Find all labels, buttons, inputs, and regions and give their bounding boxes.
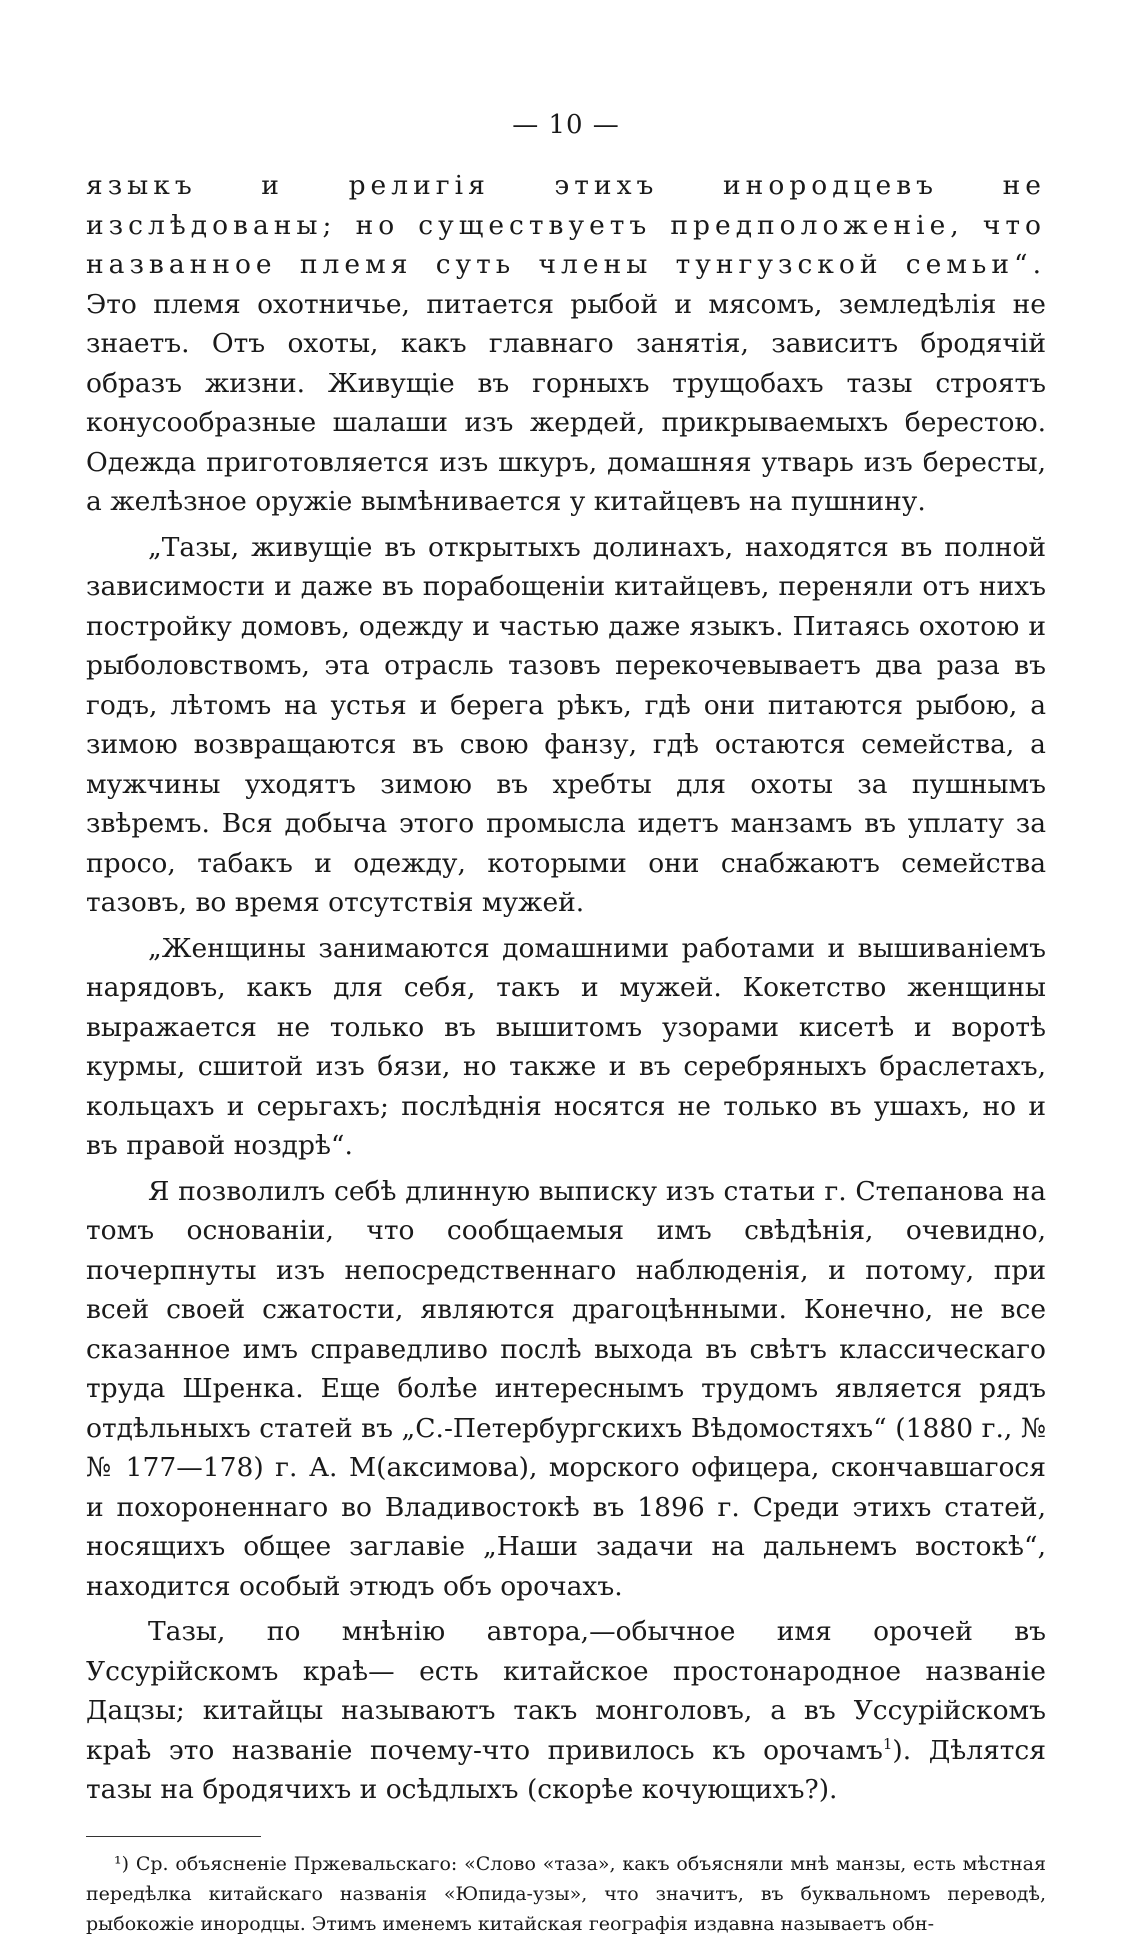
footnote-text: Ср. объясненіе Пржевальскаго: «Слово «таза», какъ объясняли мнѣ манзы, есть мѣстная передѣлка китайскаго названія «Юпида-узы», что значитъ, въ буквальномъ переводѣ, рыбокожіе инородцы. Этимъ именемъ китайская географія издавна называетъ обн- — [86, 1852, 1046, 1935]
paragraph-2: „Тазы, живущіе въ открытыхъ долинахъ, находятся въ полной зависимости и даже въ порабощеніи китайцевъ, переняли отъ нихъ постройку домовъ, одежду и частью даже языкъ. Питаясь охотою и рыболовствомъ, эта отрасль тазовъ перекочевываетъ два раза въ годъ, лѣтомъ на устья и берега рѣкъ, гдѣ они питаются рыбою, а зимою возвращаются въ свою фанзу, гдѣ остаются семейства, а мужчины уходятъ зимою въ хребты для охоты за пушнымъ звѣремъ. Вся добыча этого промысла идетъ манзамъ въ уплату за просо, табакъ и одежду, которыми они снабжаютъ семейства тазовъ, во время отсутствія мужей. — [86, 531, 1046, 918]
footnote-divider — [86, 1836, 261, 1837]
book-page — [86, 110, 1046, 1939]
paragraph-3: „Женщины занимаются домашними работами и вышиваніемъ нарядовъ, какъ для себя, такъ и мужей. Кокетство женщины выражается не только въ вышитомъ узорами кисетѣ и воротѣ курмы, сшитой изъ бязи, но также и въ серебряныхъ браслетахъ, кольцахъ и серьгахъ; послѣднія носятся не только въ ушахъ, но и въ правой ноздрѣ“. — [86, 932, 1046, 1161]
paragraph-text-continued: ). Дѣлятся тазы на бродячихъ и осѣдлыхъ (скорѣе кочующихъ?). — [86, 1734, 1046, 1805]
footnote — [86, 1849, 1046, 1939]
body-text — [86, 166, 1046, 1810]
spaced-emphasis: языкъ и религія этихъ инородцевъ не изслѣдованы; но существуетъ предположеніе, что названное племя суть члены тунгузской семьи“. — [86, 170, 1046, 280]
page-number: — 10 — — [512, 110, 620, 140]
footnote-marker: ¹) — [114, 1852, 130, 1875]
paragraph-1 — [86, 166, 1046, 522]
paragraph-5 — [86, 1612, 1046, 1810]
footnote-reference: 1 — [882, 1734, 893, 1753]
paragraph-text: Тазы, по мнѣнію автора,—обычное имя орочей въ Уссурійскомъ краѣ— есть китайское простонародное названіе Дацзы; китайцы называютъ такъ монголовъ, а въ Уссурійскомъ краѣ это названіе почему-что привилось къ орочамъ — [86, 1616, 1046, 1766]
paragraph-text: Это племя охотничье, питается рыбой и мясомъ, земледѣлія не знаетъ. Отъ охоты, какъ главнаго занятія, зависитъ бродячій образъ жизни. Живущіе въ горныхъ трущобахъ тазы строятъ конусообразные шалаши изъ жердей, прикрываемыхъ берестою. Одежда приготовляется изъ шкуръ, домашняя утварь изъ бересты, а желѣзное оружіе вымѣнивается у китайцевъ на пушнину. — [86, 288, 1046, 517]
paragraph-4: Я позволилъ себѣ длинную выписку изъ статьи г. Степанова на томъ основаніи, что сообщаемыя имъ свѣдѣнія, очевидно, почерпнуты изъ непосредственнаго наблюденія, и потому, при всей своей сжатости, являются драгоцѣнными. Конечно, не все сказанное имъ справедливо послѣ выхода въ свѣтъ классическаго труда Шренка. Еще болѣе интереснымъ трудомъ является рядъ отдѣльныхъ статей въ „С.-Петербургскихъ Вѣдомостяхъ“ (1880 г., №№ 177—178) г. А. М(аксимова), морского офицера, скончавшагося и похороненнаго во Владивостокѣ въ 1896 г. Среди этихъ статей, носящихъ общее заглавіе „Наши задачи на дальнемъ востокѣ“, находится особый этюдъ объ орочахъ. — [86, 1175, 1046, 1602]
